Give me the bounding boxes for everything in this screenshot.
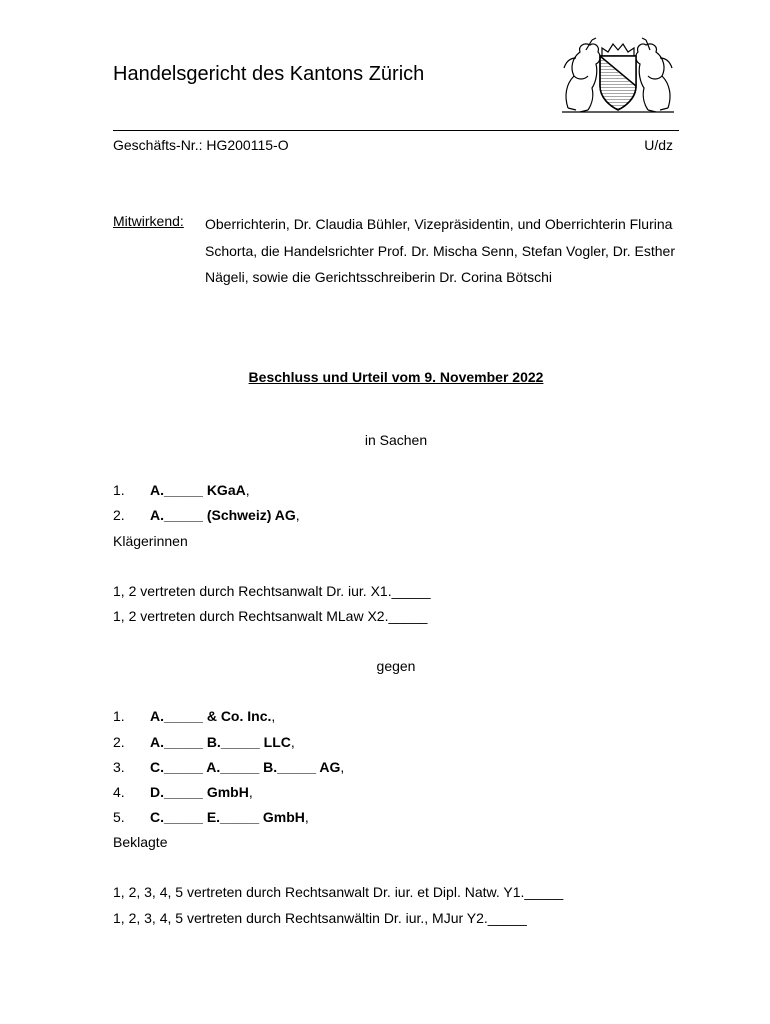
- defendant-number: 4.: [113, 784, 125, 800]
- defendant-number: 3.: [113, 759, 125, 775]
- plaintiffs-role: Klägerinnen: [113, 533, 188, 549]
- header-rule: [113, 130, 679, 131]
- defendants-role: Beklagte: [113, 834, 168, 850]
- decision-title: Beschluss und Urteil vom 9. November 2022: [248, 369, 544, 385]
- plaintiff-number: 2.: [113, 507, 125, 523]
- defendant-name: C._____ A._____ B._____ AG,: [150, 759, 345, 775]
- participants-label: Mitwirkend:: [113, 213, 184, 229]
- canton-zurich-coat-of-arms-icon: [556, 36, 680, 114]
- defendant-number: 5.: [113, 809, 125, 825]
- plaintiff-name: A._____ KGaA,: [150, 482, 250, 498]
- plaintiff-name: A._____ (Schweiz) AG,: [150, 507, 300, 523]
- gegen-label: gegen: [376, 658, 416, 674]
- defendant-name: C._____ E._____ GmbH,: [150, 809, 309, 825]
- defendant-number: 2.: [113, 734, 125, 750]
- plaintiffs-representation: 1, 2 vertreten durch Rechtsanwalt Dr. iur. X1._____: [113, 583, 431, 599]
- case-number: Geschäfts-Nr.: HG200115-O: [113, 137, 289, 153]
- defendant-number: 1.: [113, 708, 125, 724]
- defendant-name: D._____ GmbH,: [150, 784, 253, 800]
- defendants-representation: 1, 2, 3, 4, 5 vertreten durch Rechtsanwalt Dr. iur. et Dipl. Natw. Y1._____: [113, 884, 564, 900]
- defendant-name: A._____ B._____ LLC,: [150, 734, 295, 750]
- defendants-representation: 1, 2, 3, 4, 5 vertreten durch Rechtsanwältin Dr. iur., MJur Y2._____: [113, 910, 527, 926]
- reference-code: U/dz: [644, 137, 673, 153]
- in-sachen-label: in Sachen: [364, 432, 428, 448]
- participants-text: Oberrichterin, Dr. Claudia Bühler, Vizepräsidentin, und Oberrichterin Flurina Schorta, die Handelsrichter Prof. Dr. Mischa Senn, Stefan Vogler, Dr. Esther Nägeli, sowie die Gerichtsschreiberin Dr. Corina Bötschi: [205, 216, 676, 285]
- plaintiffs-representation: 1, 2 vertreten durch Rechtsanwalt MLaw X2._____: [113, 608, 428, 624]
- plaintiff-number: 1.: [113, 482, 125, 498]
- court-title: Handelsgericht des Kantons Zürich: [113, 63, 425, 85]
- defendant-name: A._____ & Co. Inc.,: [150, 708, 276, 724]
